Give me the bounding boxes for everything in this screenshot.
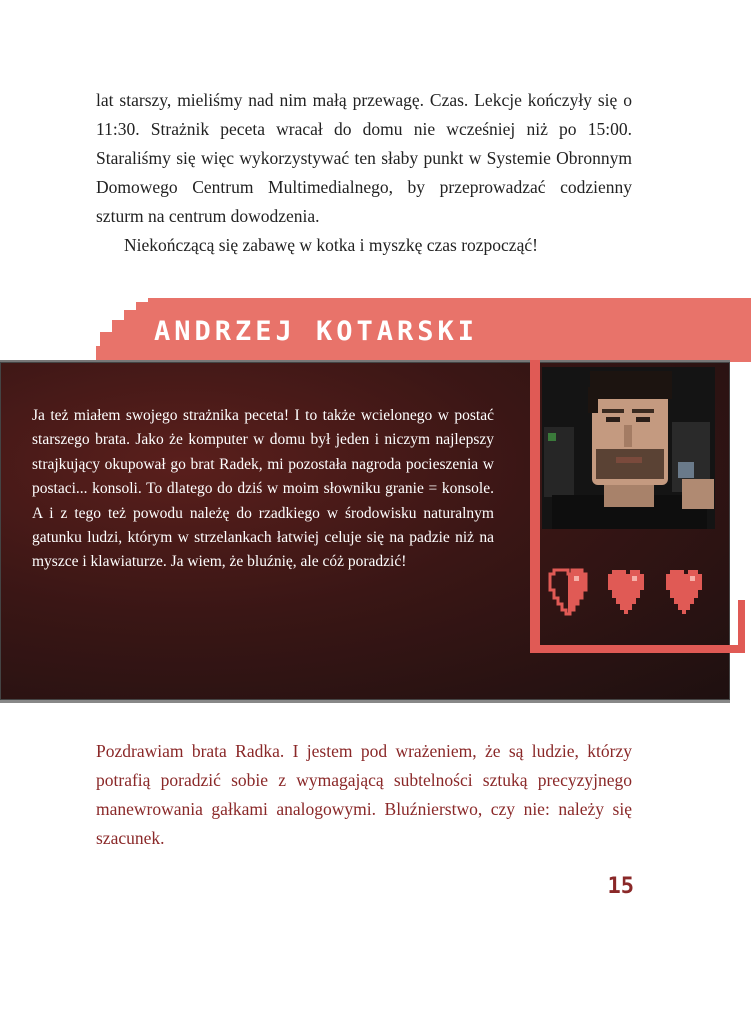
heart-full-icon (666, 570, 702, 614)
footer-text: Pozdrawiam brata Radka. I jestem pod wrażeniem, że są ludzie, którzy potrafią poradzić sobie z wymagającą subtelności sztuką precyzyjnego manewrowania gałkami analogowymi. Bluźnierstwo, czy nie: należy się szacunek. (96, 741, 632, 848)
intro-paragraph-2: Niekończącą się zabawę w kotka i myszkę czas rozpocząć! (124, 235, 538, 255)
sidebar-title: ANDRZEJ KOTARSKI (153, 316, 479, 347)
frame-bottom (530, 645, 745, 653)
heart-half-icon (550, 570, 586, 614)
page-number: 15 (607, 874, 634, 899)
author-photo (542, 367, 715, 529)
intro-text (96, 86, 632, 260)
sidebar-text: Ja też miałem swojego strażnika peceta! I to także wcielonego w postać starszego brata. Jako że komputer w domu był jeden i niczym najlepszy strajkujący okupował go brat Radek, mi pozostała nagroda pocieszenia w postaci... konsoli. To dlatego do dziś w moim słowniku granie = konsole. A i z tego też powodu należę do rzadkiego w środowisku naturalnym gatunku ludzi, którym w strzelankach łatwiej celuje się na padzie niż na myszce i klawiaturze. Ja wiem, że bluźnię, ale cóż poradzić! (32, 407, 494, 571)
hearts-rating (548, 566, 718, 618)
intro-paragraph-1: lat starszy, mieliśmy nad nim małą przewagę. Czas. Lekcje kończyły się o 11:30. Strażnik peceta wracał do domu nie wcześniej niż po 15:00. Staraliśmy się więc wykorzystywać ten słaby punkt w Systemie Obronnym Domowego Centrum Multimedialnego, by przeprowadzać codzienny szturm na centrum dowodzenia. (96, 90, 632, 226)
frame-left (530, 360, 540, 650)
frame-right (738, 600, 745, 653)
author-photo-icon (542, 367, 715, 529)
hearts-icon (548, 566, 718, 618)
heart-full-icon (608, 570, 644, 614)
